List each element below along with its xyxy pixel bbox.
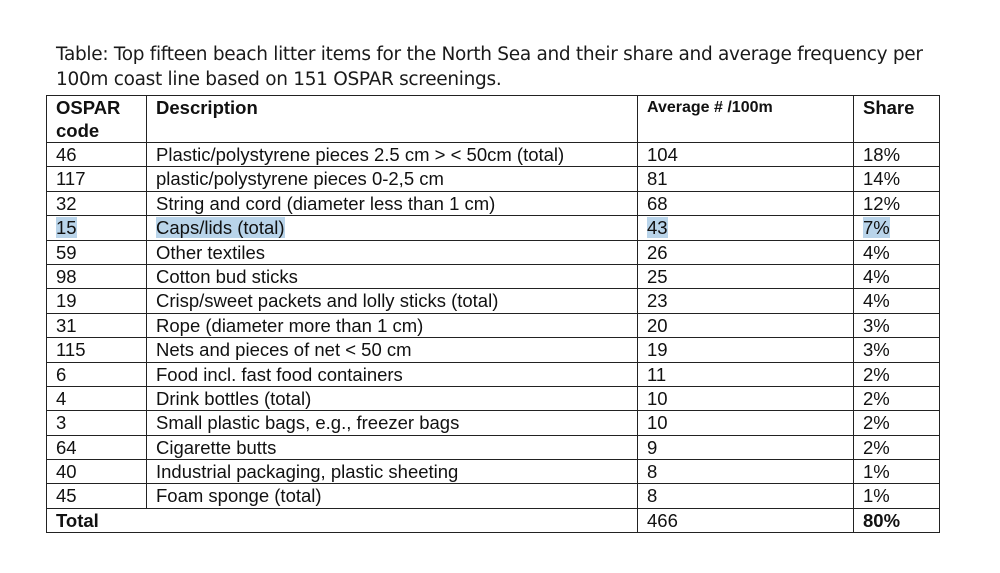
- table-row: [47, 264, 940, 288]
- table-row: [47, 435, 940, 459]
- cell-description: Plastic/polystyrene pieces 2.5 cm > < 50cm (total): [147, 143, 638, 167]
- cell-average: 23: [638, 289, 854, 313]
- cell-code: 6: [47, 362, 147, 386]
- cell-code: 98: [47, 264, 147, 288]
- cell-average: 25: [638, 264, 854, 288]
- total-label: Total: [47, 508, 638, 532]
- cell-description: Other textiles: [147, 240, 638, 264]
- cell-share: 2%: [854, 386, 940, 410]
- header-ospar-code-line2: code: [56, 120, 100, 141]
- table-caption: [56, 42, 956, 92]
- cell-share: 14%: [854, 167, 940, 191]
- cell-code: 59: [47, 240, 147, 264]
- table-row: [47, 240, 940, 264]
- cell-code: 3: [47, 411, 147, 435]
- cell-code: 4: [47, 386, 147, 410]
- total-share: 80%: [854, 508, 940, 532]
- table-row: [47, 167, 940, 191]
- cell-share: 2%: [854, 435, 940, 459]
- cell-code: 45: [47, 484, 147, 508]
- cell-code: 19: [47, 289, 147, 313]
- table-row: [47, 191, 940, 215]
- cell-description: Small plastic bags, e.g., freezer bags: [147, 411, 638, 435]
- cell-description: Foam sponge (total): [147, 484, 638, 508]
- cell-average: 26: [638, 240, 854, 264]
- cell-share: 4%: [854, 264, 940, 288]
- cell-description: Drink bottles (total): [147, 386, 638, 410]
- cell-code[interactable]: [47, 216, 147, 240]
- cell-description: Cotton bud sticks: [147, 264, 638, 288]
- header-description: Description: [147, 96, 638, 143]
- cell-description: Nets and pieces of net < 50 cm: [147, 338, 638, 362]
- header-average: Average # /100m: [638, 96, 854, 143]
- cell-code: 46: [47, 143, 147, 167]
- cell-share: 1%: [854, 460, 940, 484]
- cell-code: 117: [47, 167, 147, 191]
- cell-average[interactable]: [638, 216, 854, 240]
- cell-share[interactable]: [854, 216, 940, 240]
- cell-code: 40: [47, 460, 147, 484]
- cell-description: Food incl. fast food containers: [147, 362, 638, 386]
- selected-text-code: 15: [56, 217, 77, 239]
- cell-average: 8: [638, 460, 854, 484]
- cell-share: 3%: [854, 338, 940, 362]
- cell-description: Crisp/sweet packets and lolly sticks (total): [147, 289, 638, 313]
- table-row: [47, 386, 940, 410]
- cell-average: 81: [638, 167, 854, 191]
- caption-line-2: 100m coast line based on 151 OSPAR screenings.: [56, 69, 502, 90]
- cell-description: plastic/polystyrene pieces 0-2,5 cm: [147, 167, 638, 191]
- table-row: [47, 143, 940, 167]
- table-row: [47, 362, 940, 386]
- cell-average: 11: [638, 362, 854, 386]
- cell-share: 4%: [854, 289, 940, 313]
- cell-description: Industrial packaging, plastic sheeting: [147, 460, 638, 484]
- cell-average: 104: [638, 143, 854, 167]
- cell-share: 12%: [854, 191, 940, 215]
- cell-share: 2%: [854, 411, 940, 435]
- table-row: [47, 313, 940, 337]
- cell-description[interactable]: [147, 216, 638, 240]
- cell-code: 31: [47, 313, 147, 337]
- header-ospar-code: [47, 96, 147, 143]
- table-row: [47, 338, 940, 362]
- total-average: 466: [638, 508, 854, 532]
- cell-share: 2%: [854, 362, 940, 386]
- table-row-selected: [47, 216, 940, 240]
- header-row: [47, 96, 940, 143]
- beach-litter-table: [46, 95, 940, 533]
- cell-code: 64: [47, 435, 147, 459]
- selected-text-share: 7%: [863, 217, 890, 239]
- cell-average: 10: [638, 411, 854, 435]
- table-row: [47, 411, 940, 435]
- caption-line-1: Table: Top fifteen beach litter items for the North Sea and their share and average frequency per: [56, 44, 923, 65]
- cell-code: 32: [47, 191, 147, 215]
- header-share: Share: [854, 96, 940, 143]
- cell-share: 4%: [854, 240, 940, 264]
- selected-text-description: Caps/lids (total): [156, 217, 285, 239]
- cell-description: Rope (diameter more than 1 cm): [147, 313, 638, 337]
- cell-code: 115: [47, 338, 147, 362]
- table-row: [47, 484, 940, 508]
- header-ospar-code-line1: OSPAR: [56, 97, 121, 118]
- table-row: [47, 289, 940, 313]
- table-row: [47, 460, 940, 484]
- cell-average: 68: [638, 191, 854, 215]
- cell-average: 19: [638, 338, 854, 362]
- cell-average: 20: [638, 313, 854, 337]
- cell-share: 1%: [854, 484, 940, 508]
- selected-text-average: 43: [647, 217, 668, 239]
- cell-description: String and cord (diameter less than 1 cm): [147, 191, 638, 215]
- cell-average: 10: [638, 386, 854, 410]
- cell-average: 9: [638, 435, 854, 459]
- cell-share: 18%: [854, 143, 940, 167]
- cell-average: 8: [638, 484, 854, 508]
- cell-description: Cigarette butts: [147, 435, 638, 459]
- cell-share: 3%: [854, 313, 940, 337]
- total-row: [47, 508, 940, 532]
